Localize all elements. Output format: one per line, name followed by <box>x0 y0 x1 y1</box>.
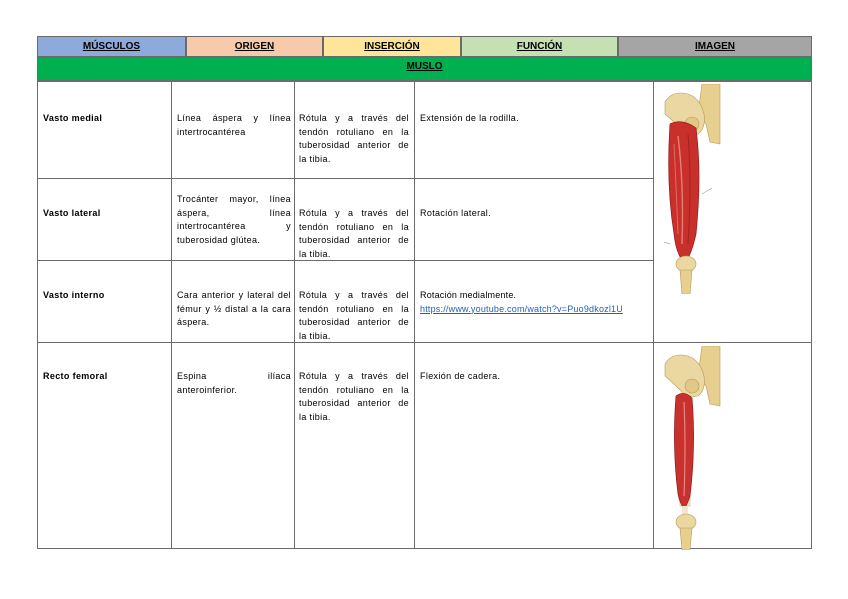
origin-cell: Espina ilíaca anteroinferior. <box>177 371 291 395</box>
insertion-cell: Rótula y a través del tendón rotuliano en la tuberosidad anterior de la tibia. <box>299 371 409 422</box>
header-funcion: FUNCIÓN <box>461 36 618 57</box>
header-origen: ORIGEN <box>186 36 323 57</box>
thigh-muscle-anatomy-rectus-femoris-image <box>662 346 722 550</box>
function-cell: Extensión de la rodilla. <box>420 113 519 123</box>
muscle-name: Vasto lateral <box>43 208 101 218</box>
insertion-cell: Rótula y a través del tendón rotuliano en la tuberosidad anterior de la tibia. <box>299 208 409 259</box>
insertion-cell: Rótula y a través del tendón rotuliano en la tuberosidad anterior de la tibia. <box>299 113 409 164</box>
insertion-cell: Rótula y a través del tendón rotuliano en la tuberosidad anterior de la tibia. <box>299 290 409 341</box>
muscle-name: Recto femoral <box>43 371 108 381</box>
header-imagen: IMAGEN <box>618 36 812 57</box>
origin-cell: Trocánter mayor, línea áspera, línea intertrocantérea y tuberosidad glútea. <box>177 194 291 245</box>
muscle-name: Vasto medial <box>43 113 103 123</box>
origin-cell: Cara anterior y lateral del fémur y ½ distal a la cara áspera. <box>177 290 291 327</box>
function-text: Rotación medialmente. <box>420 290 517 300</box>
function-cell <box>420 289 660 316</box>
function-cell: Rotación lateral. <box>420 208 491 218</box>
origin-cell: Línea áspera y línea intertrocantérea <box>177 113 291 137</box>
muscle-name: Vasto interno <box>43 290 105 300</box>
section-muslo <box>37 57 812 81</box>
youtube-link[interactable]: https://www.youtube.com/watch?v=Puo9dkozl1U <box>420 303 623 314</box>
section-label: MUSLO <box>406 61 443 72</box>
header-insercion: INSERCIÓN <box>323 36 461 57</box>
function-cell: Flexión de cadera. <box>420 371 501 381</box>
thigh-muscle-anatomy-vastus-image <box>662 84 722 294</box>
header-musculos: MÚSCULOS <box>37 36 186 57</box>
muscle-table <box>37 81 812 549</box>
